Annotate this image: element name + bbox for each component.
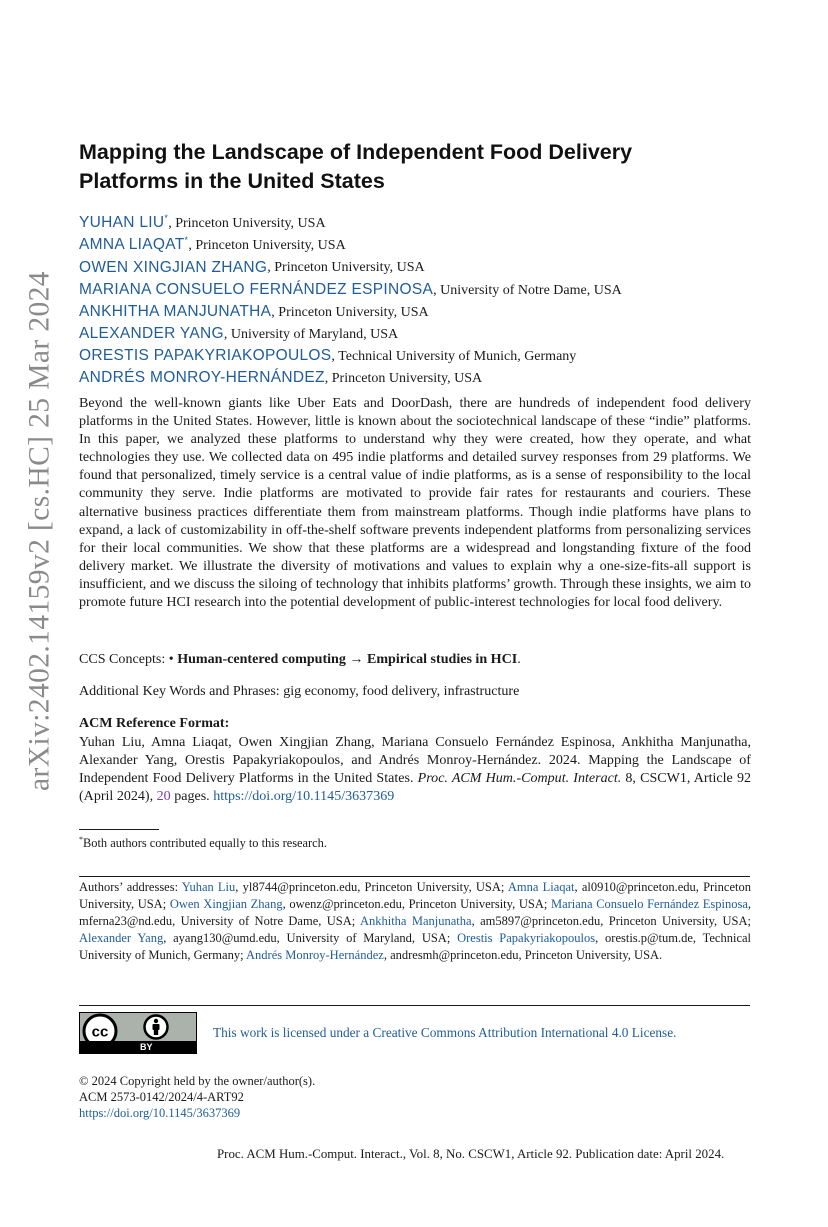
author-affiliation: , Princeton University, USA	[267, 260, 425, 276]
author-entry	[79, 340, 769, 365]
divider	[79, 876, 750, 877]
acm-reference-heading: ACM Reference Format:	[79, 715, 230, 731]
author-link[interactable]: Alexander Yang	[79, 931, 164, 946]
cc-icon	[80, 1013, 196, 1043]
author-link[interactable]: Andrés Monroy-Hernández	[246, 948, 384, 963]
author-link[interactable]: Yuhan Liu	[181, 880, 236, 894]
author-entry	[79, 362, 769, 387]
author-link[interactable]: Amna Liaqat	[507, 880, 575, 894]
footnote: *Both authors contributed equally to this research.	[79, 835, 327, 851]
author-entry	[79, 296, 769, 318]
keywords: Additional Key Words and Phrases: gig economy, food delivery, infrastructure	[79, 683, 520, 699]
acm-reference-text: Yuhan Liu, Amna Liaqat, Owen Xingjian Zhang, Mariana Consuelo Fernández Espinosa, Ankhitha Manjunatha, Alexander Yang, Orestis Papakyriakopoulos, and Andrés Monroy-Hernández. 2024. Mapping the Landscape of Independent Food Delivery Platforms in the United States. Proc. ACM Hum.-Comput. Interact. 8, CSCW1, Article 92 (April 2024), 20 pages. https://doi.org/10.1145/3637369	[79, 734, 751, 805]
cc-by-license-badge[interactable]	[79, 1012, 197, 1054]
author-entry	[79, 318, 769, 343]
author-affiliation: , Princeton University, USA	[271, 304, 429, 320]
license-link[interactable]: This work is licensed under a Creative Commons Attribution International 4.0 License.	[213, 1025, 677, 1040]
author-name[interactable]: ORESTIS PAPAKYRIAKOPOULOS	[79, 347, 332, 365]
author-name[interactable]: MARIANA CONSUELO FERNÁNDEZ ESPINOSA	[79, 280, 434, 298]
author-entry	[79, 229, 769, 254]
copyright-block	[79, 1073, 315, 1122]
author-name[interactable]: AMNA LIAQAT*	[79, 235, 189, 254]
author-affiliation: , Princeton University, USA	[324, 371, 483, 387]
author-entry	[79, 207, 769, 232]
author-affiliation: , Technical University of Munich, Germany	[331, 349, 577, 365]
author-name[interactable]: ANKHITHA MANJUNATHA	[79, 302, 272, 320]
person-icon	[145, 1016, 168, 1039]
page-count-link[interactable]: 20	[156, 788, 171, 805]
running-footer: Proc. ACM Hum.-Comput. Interact., Vol. 8, No. CSCW1, Article 92. Publication date: April 2024.	[217, 1147, 725, 1161]
arxiv-identifier	[14, 230, 66, 832]
copyright-line: © 2024 Copyright held by the owner/author(s).	[79, 1074, 316, 1088]
author-link[interactable]: Mariana Consuelo Fernández Espinosa	[550, 897, 748, 912]
author-name[interactable]: ANDRÉS MONROY-HERNÁNDEZ	[79, 369, 325, 387]
divider	[79, 1005, 750, 1006]
author-name[interactable]: YUHAN LIU*	[79, 213, 169, 232]
abstract: Beyond the well-known giants like Uber Eats and DoorDash, there are hundreds of independent food delivery platforms in the United States. However, little is known about the sociotechnical landscape of these “indie” platforms. In this paper, we analyzed these platforms to understand why they were created, how they operate, and what technologies they use. We collected data on 495 indie platforms and detailed survey responses from 29 platforms. We found that personalized, timely service is a central value of indie platforms, as is a sense of responsibility to the local community they serve. Indie platforms are motivated to provide fair rates for restaurants and couriers. These alternative business practices differentiate them from mainstream platforms. Though indie platforms have plans to expand, a lack of customizability in off-the-shelf software prevents independent platforms from personalizing services for their local communities. We show that these platforms are a widespread and longstanding fixture of the food delivery market. We illustrate the diversity of motivations and values to explain why a one-size-fits-all support is insufficient, and we discuss the siloing of technology that inhibits platforms’ growth. Through these insights, we aim to promote future HCI research into the potential development of public-interest technologies for local food delivery.	[79, 395, 751, 611]
author-affiliation: , Princeton University, USA	[188, 238, 346, 254]
author-entry	[79, 274, 769, 296]
footnote-rule	[79, 829, 159, 830]
author-affiliation: , Princeton University, USA	[168, 216, 326, 232]
author-link[interactable]: Owen Xingjian Zhang	[169, 897, 283, 912]
author-addresses: Authors’ addresses: Yuhan Liu, yl8744@princeton.edu, Princeton University, USA; Amna Liaqat, al0910@princeton.edu, Princeton University, USA; Owen Xingjian Zhang, owenz@princeton.edu, Princeton University, USA; Mariana Consuelo Fernández Espinosa, mferna23@nd.edu, University of Notre Dame, USA; Ankhitha Manjunatha, am5897@princeton.edu, Princeton University, USA; Alexander Yang, ayang130@umd.edu, University of Maryland, USA; Orestis Papakyriakopoulos, orestis.p@tum.de, Technical University of Munich, Germany; Andrés Monroy-Hernández, andresmh@princeton.edu, Princeton University, USA.	[79, 880, 752, 963]
doi-link[interactable]: https://doi.org/10.1145/3637369	[213, 788, 395, 805]
cc-badge-text: cc	[91, 1023, 109, 1041]
ccs-concepts: CCS Concepts: • Human-centered computing → Empirical studies in HCI.	[79, 651, 521, 667]
author-name[interactable]: ALEXANDER YANG	[79, 325, 224, 343]
copyright-doi-link[interactable]: https://doi.org/10.1145/3637369	[79, 1106, 241, 1121]
by-label: BY	[140, 1042, 153, 1052]
paper-title: Mapping the Landscape of Independent Food Delivery Platforms in the United States	[79, 140, 633, 193]
badge-bar	[80, 1041, 196, 1053]
author-list	[79, 207, 769, 385]
author-entry	[79, 251, 769, 276]
author-link[interactable]: Orestis Papakyriakopoulos	[457, 931, 596, 946]
author-affiliation: , University of Notre Dame, USA	[433, 282, 622, 298]
arxiv-id-text: arXiv:2402.14159v2 [cs.HC] 25 Mar 2024	[23, 271, 56, 791]
author-link[interactable]: Ankhitha Manjunatha	[359, 914, 472, 929]
author-name[interactable]: OWEN XINGJIAN ZHANG	[79, 258, 268, 276]
acm-article-id: ACM 2573-0142/2024/4-ART92	[79, 1090, 244, 1105]
author-affiliation: , University of Maryland, USA	[223, 327, 399, 343]
